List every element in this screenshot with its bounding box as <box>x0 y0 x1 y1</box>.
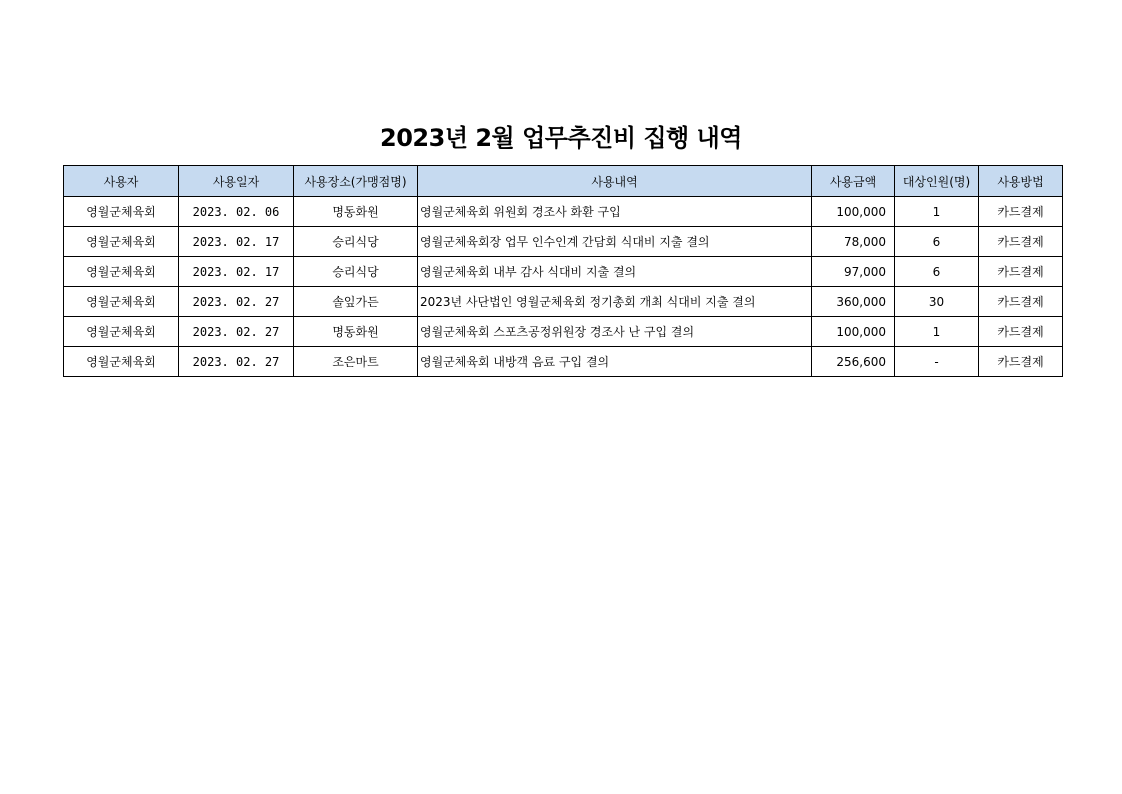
cell-user: 영월군체육회 <box>64 317 179 347</box>
cell-method: 카드결제 <box>979 257 1063 287</box>
cell-method: 카드결제 <box>979 227 1063 257</box>
column-header-user: 사용자 <box>64 166 179 197</box>
cell-place: 조은마트 <box>294 347 418 377</box>
cell-user: 영월군체육회 <box>64 347 179 377</box>
cell-date: 2023. 02. 17 <box>179 227 294 257</box>
cell-place: 솔잎가든 <box>294 287 418 317</box>
cell-place: 명동화원 <box>294 317 418 347</box>
cell-method: 카드결제 <box>979 287 1063 317</box>
cell-people: 6 <box>895 227 979 257</box>
cell-detail: 영월군체육회 스포츠공정위원장 경조사 난 구입 결의 <box>418 317 812 347</box>
cell-user: 영월군체육회 <box>64 257 179 287</box>
cell-date: 2023. 02. 27 <box>179 317 294 347</box>
cell-method: 카드결제 <box>979 347 1063 377</box>
cell-place: 승리식당 <box>294 257 418 287</box>
table-row <box>64 287 1063 317</box>
cell-method: 카드결제 <box>979 197 1063 227</box>
column-header-place: 사용장소(가맹점명) <box>294 166 418 197</box>
table-row <box>64 197 1063 227</box>
table-row <box>64 317 1063 347</box>
page-title: 2023년 2월 업무추진비 집행 내역 <box>380 124 742 152</box>
cell-method: 카드결제 <box>979 317 1063 347</box>
cell-people: 30 <box>895 287 979 317</box>
column-header-date: 사용일자 <box>179 166 294 197</box>
cell-amount: 256,600 <box>812 347 895 377</box>
column-header-method: 사용방법 <box>979 166 1063 197</box>
cell-amount: 100,000 <box>812 197 895 227</box>
cell-date: 2023. 02. 27 <box>179 287 294 317</box>
cell-user: 영월군체육회 <box>64 227 179 257</box>
cell-detail: 영월군체육회 위원회 경조사 화환 구입 <box>418 197 812 227</box>
cell-people: - <box>895 347 979 377</box>
cell-place: 명동화원 <box>294 197 418 227</box>
cell-amount: 97,000 <box>812 257 895 287</box>
cell-people: 6 <box>895 257 979 287</box>
cell-amount: 360,000 <box>812 287 895 317</box>
column-header-amount: 사용금액 <box>812 166 895 197</box>
expense-table <box>63 165 1063 377</box>
cell-user: 영월군체육회 <box>64 287 179 317</box>
column-header-detail: 사용내역 <box>418 166 812 197</box>
cell-date: 2023. 02. 17 <box>179 257 294 287</box>
cell-date: 2023. 02. 27 <box>179 347 294 377</box>
cell-people: 1 <box>895 317 979 347</box>
cell-amount: 100,000 <box>812 317 895 347</box>
cell-people: 1 <box>895 197 979 227</box>
cell-place: 승리식당 <box>294 227 418 257</box>
table-row <box>64 227 1063 257</box>
cell-amount: 78,000 <box>812 227 895 257</box>
cell-date: 2023. 02. 06 <box>179 197 294 227</box>
table-row <box>64 257 1063 287</box>
table-row <box>64 347 1063 377</box>
cell-user: 영월군체육회 <box>64 197 179 227</box>
table-header-row <box>64 166 1063 197</box>
cell-detail: 영월군체육회 내방객 음료 구입 결의 <box>418 347 812 377</box>
cell-detail: 영월군체육회장 업무 인수인계 간담회 식대비 지출 결의 <box>418 227 812 257</box>
cell-detail: 영월군체육회 내부 감사 식대비 지출 결의 <box>418 257 812 287</box>
cell-detail: 2023년 사단법인 영월군체육회 정기총회 개최 식대비 지출 결의 <box>418 287 812 317</box>
column-header-people: 대상인원(명) <box>895 166 979 197</box>
